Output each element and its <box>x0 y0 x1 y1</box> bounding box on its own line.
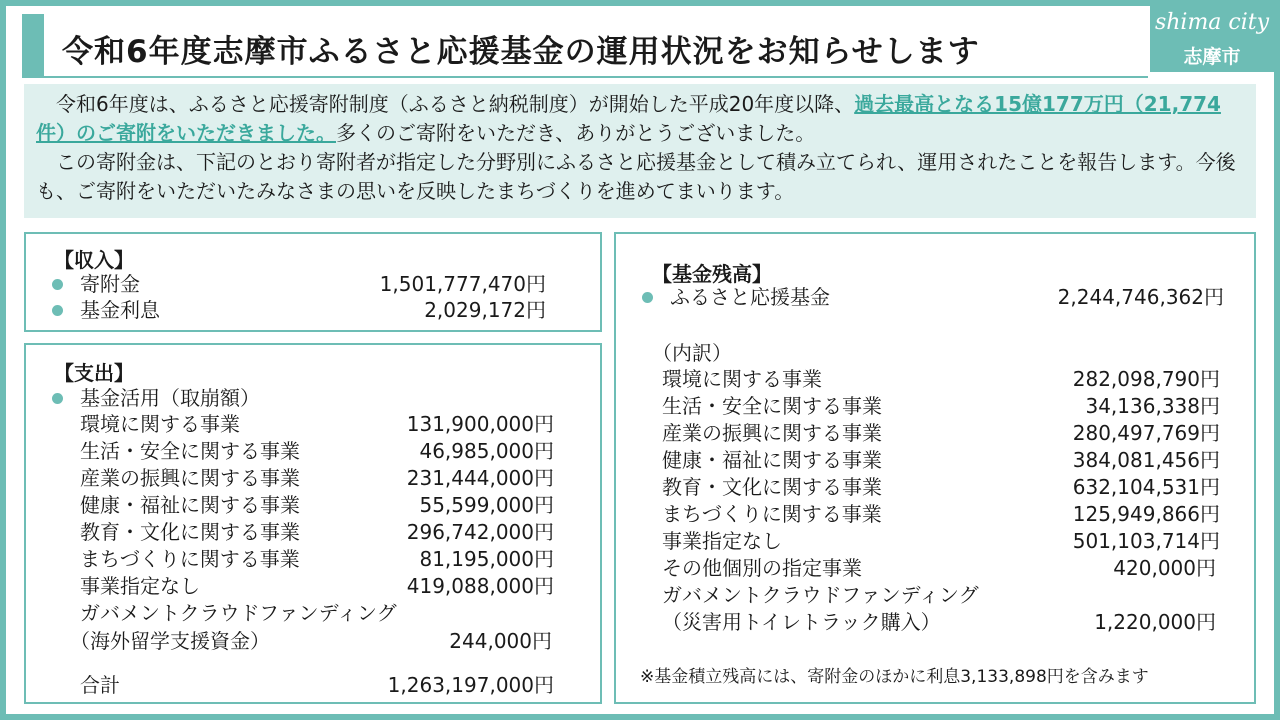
expense-label: 環境に関する事業 <box>80 412 240 436</box>
balance-label: 環境に関する事業 <box>662 367 822 391</box>
city-logo <box>1150 6 1274 72</box>
income-label: 寄附金 <box>80 272 140 296</box>
intro-p1-post: 多くのご寄附をいただき、ありがとうございました。 <box>336 121 816 145</box>
balance-gcf-sublabel: （災害用トイレトラック購入） <box>662 610 941 634</box>
breakdown-label: （内訳） <box>652 341 732 365</box>
expense-row <box>80 438 554 465</box>
expense-total-label: 合計 <box>80 673 120 697</box>
balance-label: 生活・安全に関する事業 <box>662 394 882 418</box>
expense-value: 55,599,000円 <box>419 493 554 517</box>
balance-row <box>662 555 1216 582</box>
balance-panel <box>614 232 1256 704</box>
expense-row <box>80 465 554 492</box>
balance-value: 501,103,714円 <box>1072 529 1220 553</box>
balance-row <box>662 609 1216 636</box>
logo-english: shima city <box>1154 10 1270 35</box>
balance-row <box>662 447 1220 474</box>
page-header <box>22 14 1148 78</box>
balance-row <box>662 366 1220 393</box>
bullet-icon <box>52 279 63 290</box>
bullet-icon <box>52 305 63 316</box>
income-row <box>80 297 546 324</box>
income-value: 2,029,172円 <box>424 298 546 322</box>
expense-value: 46,985,000円 <box>419 439 554 463</box>
expense-title: 【支出】 <box>54 361 134 385</box>
expense-value: 81,195,000円 <box>419 547 554 571</box>
expense-value: 419,088,000円 <box>406 574 554 598</box>
balance-value: 632,104,531円 <box>1072 475 1220 499</box>
expense-value: 131,900,000円 <box>406 412 554 436</box>
expense-label: 産業の振興に関する事業 <box>80 466 300 490</box>
balance-title: 【基金残高】 <box>652 262 772 286</box>
income-row <box>80 271 546 298</box>
balance-row <box>662 474 1220 501</box>
balance-value: 420,000円 <box>1113 556 1216 580</box>
balance-label: 教育・文化に関する事業 <box>662 475 882 499</box>
expense-gcf-label: ガバメントクラウドファンディング <box>80 601 397 625</box>
expense-label: 生活・安全に関する事業 <box>80 439 300 463</box>
intro-paragraph-2: この寄附金は、下記のとおり寄附者が指定した分野別にふるさと応援基金として積み立てられ、運用されたことを報告します。今後も、ご寄附をいただいたみなさまの思いを反映したまちづくりを進めてまいります。 <box>36 150 1236 203</box>
bullet-icon <box>52 393 63 404</box>
balance-value: 384,081,456円 <box>1072 448 1220 472</box>
balance-value: 125,949,866円 <box>1072 502 1220 526</box>
expense-row <box>80 411 554 438</box>
intro-highlight: 過去最高となる15億177万円（21,774件）のご寄附をいただきました。 <box>36 92 1221 145</box>
balance-row <box>662 393 1220 420</box>
expense-total-row <box>80 672 554 699</box>
income-label: 基金利息 <box>80 298 160 322</box>
header-accent-bar <box>22 14 44 76</box>
balance-gcf-value: 1,220,000円 <box>1094 610 1216 634</box>
expense-value: 231,444,000円 <box>406 466 554 490</box>
balance-fund-label: ふるさと応援基金 <box>670 285 830 309</box>
expense-group-label: 基金活用（取崩額） <box>80 386 260 410</box>
expense-row <box>80 492 554 519</box>
expense-value: 296,742,000円 <box>406 520 554 544</box>
expense-label: 事業指定なし <box>80 574 200 598</box>
income-value: 1,501,777,470円 <box>379 272 546 296</box>
page-title: 令和6年度志摩市ふるさと応援基金の運用状況をお知らせします <box>62 34 980 70</box>
balance-label: まちづくりに関する事業 <box>662 502 882 526</box>
income-title: 【収入】 <box>54 248 134 272</box>
expense-row <box>80 519 554 546</box>
expense-panel <box>24 343 602 704</box>
balance-row <box>662 528 1220 555</box>
expense-gcf-value: 244,000円 <box>449 629 552 653</box>
intro-box <box>24 84 1256 218</box>
bullet-icon <box>642 292 653 303</box>
balance-label: 産業の振興に関する事業 <box>662 421 882 445</box>
balance-row <box>662 420 1220 447</box>
balance-label: その他個別の指定事業 <box>662 556 862 580</box>
expense-total-value: 1,263,197,000円 <box>387 673 554 697</box>
balance-fund-value: 2,244,746,362円 <box>1057 285 1224 309</box>
logo-japanese: 志摩市 <box>1183 46 1241 68</box>
balance-gcf-label: ガバメントクラウドファンディング <box>662 583 979 607</box>
expense-label: 教育・文化に関する事業 <box>80 520 300 544</box>
balance-value: 282,098,790円 <box>1072 367 1220 391</box>
balance-value: 34,136,338円 <box>1085 394 1220 418</box>
balance-label: 健康・福祉に関する事業 <box>662 448 882 472</box>
balance-row <box>662 501 1220 528</box>
income-panel <box>24 232 602 332</box>
expense-row <box>80 573 554 600</box>
expense-row <box>80 546 554 573</box>
balance-fund-row <box>670 284 1224 311</box>
balance-value: 280,497,769円 <box>1072 421 1220 445</box>
balance-note: ※基金積立残高には、寄附金のほかに利息3,133,898円を含みます <box>640 667 1149 687</box>
expense-gcf-sublabel: （海外留学支援資金） <box>70 629 270 653</box>
intro-paragraph-1 <box>36 90 1244 148</box>
expense-label: まちづくりに関する事業 <box>80 547 300 571</box>
expense-label: 健康・福祉に関する事業 <box>80 493 300 517</box>
intro-p1-pre: 令和6年度は、ふるさと応援寄附制度（ふるさと納税制度）が開始した平成20年度以降、 <box>36 92 855 116</box>
balance-label: 事業指定なし <box>662 529 782 553</box>
expense-row <box>70 628 552 655</box>
